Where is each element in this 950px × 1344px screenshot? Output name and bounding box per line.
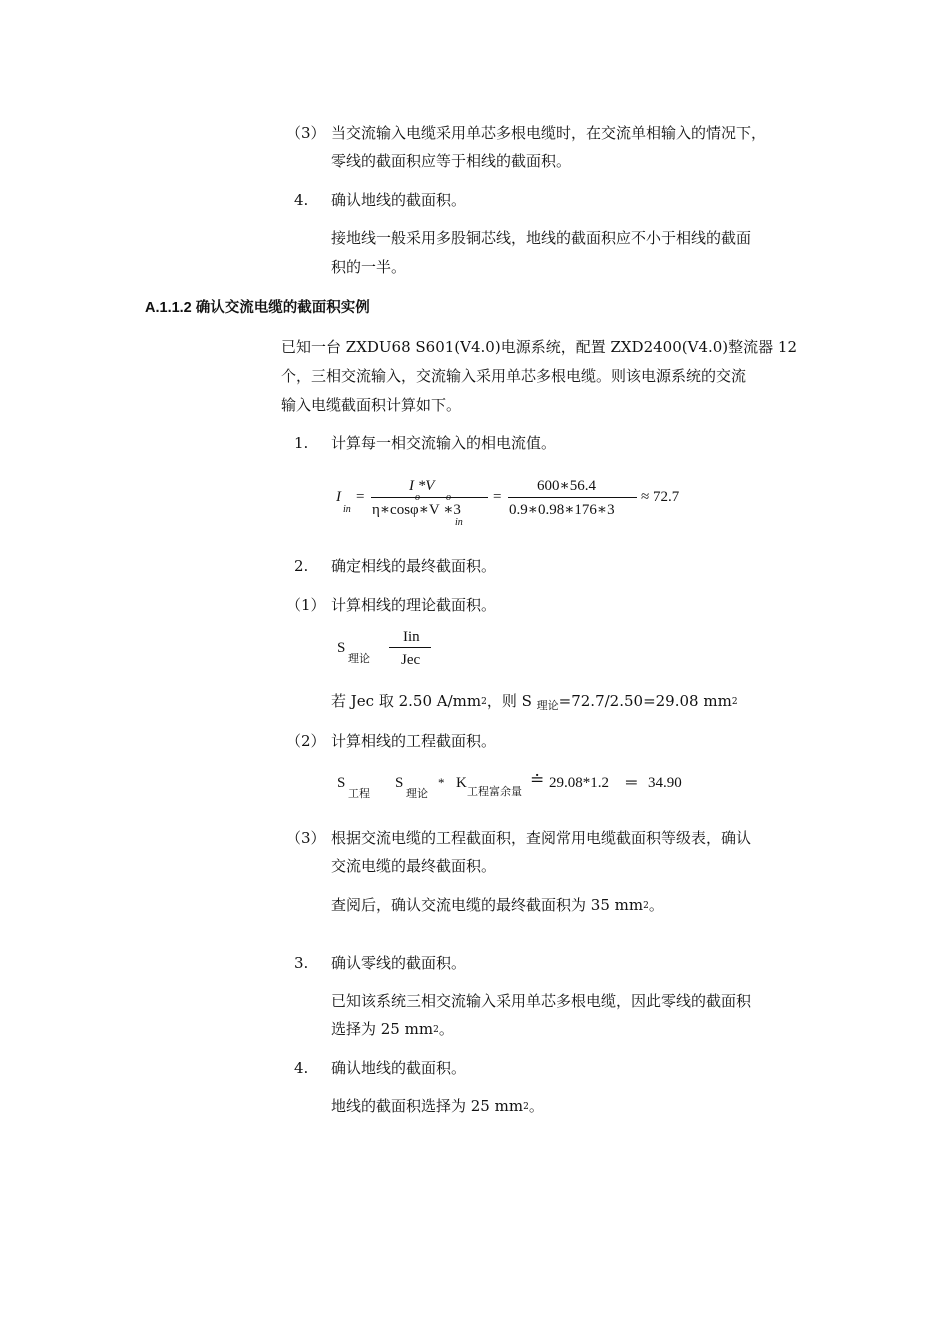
- formula-equals: =: [356, 489, 365, 505]
- formula-equals: ═: [626, 775, 637, 791]
- note-text: 。: [438, 1020, 454, 1038]
- paragraph-line: 根据交流电缆的工程截面积，查阅常用电缆截面积等级表，确认: [331, 829, 752, 847]
- paragraph-line: 输入电缆截面积计算如下。: [281, 396, 462, 414]
- fraction-bar: [389, 647, 431, 648]
- formula-result: 34.90: [648, 775, 682, 791]
- note-line: [331, 895, 664, 916]
- note-text: 。: [648, 896, 664, 914]
- item-number: 3.: [294, 954, 309, 972]
- paragraph-line: 零线的截面积应等于相线的截面积。: [331, 152, 572, 170]
- formula-subscript: 工程: [348, 788, 370, 800]
- section-heading: A.1.1.2 确认交流电缆的截面积实例: [145, 300, 370, 316]
- item-number: （1）: [286, 596, 326, 614]
- formula-symbol: S: [395, 775, 404, 791]
- paragraph-line: [331, 1019, 454, 1040]
- paragraph-line: [331, 1096, 544, 1117]
- note-text: 。: [528, 1097, 544, 1115]
- step-title: 计算相线的理论截面积。: [331, 596, 497, 614]
- note-text: =72.7/2.50=29.08 mm: [558, 692, 732, 710]
- formula-lhs-subscript: 理论: [348, 653, 370, 665]
- paragraph-line: 交流电缆的最终截面积。: [331, 857, 497, 875]
- formula-denominator: 0.9∗0.98∗176∗3: [509, 502, 615, 518]
- fraction-bar: [508, 497, 637, 498]
- paragraph-line: 个，三相交流输入，交流输入采用单芯多根电缆。则该电源系统的交流: [281, 367, 747, 385]
- formula-numerator: Iin: [403, 629, 420, 645]
- note-text: 若 Jec 取 2.50 A/mm: [331, 692, 482, 710]
- item-number: （3）: [286, 829, 326, 847]
- formula-subscript: 理论: [406, 788, 428, 800]
- formula-numerator: 600∗56.4: [537, 478, 596, 494]
- item-number: 1.: [294, 434, 309, 452]
- formula-calc: 29.08*1.2: [549, 775, 609, 791]
- superscript: 2: [643, 901, 649, 911]
- item-number: （2）: [286, 732, 326, 750]
- formula-symbol: K: [456, 775, 467, 791]
- step-title: 确认零线的截面积。: [331, 954, 467, 972]
- formula-approx-equals: ≐: [530, 770, 545, 789]
- superscript: 2: [731, 697, 738, 707]
- paragraph-line: 已知一台 ZXDU68 S601(V4.0)电源系统，配置 ZXD2400(V4.0)整流器 12: [281, 338, 798, 356]
- formula-symbol: S: [337, 775, 346, 791]
- formula-operator: *: [438, 775, 445, 790]
- formula-equals: =: [493, 489, 502, 505]
- formula-subscript: 工程富余量: [467, 786, 522, 798]
- formula-lhs: I: [336, 489, 341, 505]
- item-number: 2.: [294, 557, 309, 575]
- paragraph-line: 当交流输入电缆采用单芯多根电缆时，在交流单相输入的情况下，: [331, 124, 767, 142]
- superscript: 2: [433, 1025, 439, 1035]
- superscript: 2: [481, 697, 487, 707]
- step-title: 计算每一相交流输入的相电流值。: [331, 434, 557, 452]
- formula-lhs-subscript: in: [343, 504, 351, 515]
- note-text: 选择为 25 mm: [331, 1020, 434, 1038]
- note-text: 查阅后，确认交流电缆的最终截面积为 35 mm: [331, 896, 644, 914]
- paragraph-line: 接地线一般采用多股铜芯线，地线的截面积应不小于相线的截面: [331, 229, 752, 247]
- item-number: （3）: [286, 124, 326, 142]
- formula-denominator: η∗cosφ∗V ∗3: [372, 502, 461, 518]
- subscript: 理论: [536, 699, 559, 712]
- item-number: 4.: [294, 191, 309, 209]
- paragraph-line: 已知该系统三相交流输入采用单芯多根电缆，因此零线的截面积: [331, 992, 752, 1010]
- formula-lhs: S: [337, 640, 346, 656]
- note-line: [331, 691, 738, 716]
- formula-numerator: I *V: [409, 478, 435, 494]
- paragraph-line: 积的一半。: [331, 258, 407, 276]
- formula-result: ≈ 72.7: [641, 489, 680, 505]
- note-text: ，则 S: [486, 692, 537, 710]
- note-text: 地线的截面积选择为 25 mm: [331, 1097, 524, 1115]
- item-number: 4.: [294, 1059, 309, 1077]
- fraction-bar: [371, 497, 488, 498]
- step-title: 计算相线的工程截面积。: [331, 732, 497, 750]
- formula-subscript: in: [455, 517, 463, 528]
- superscript: 2: [523, 1102, 529, 1112]
- formula-denominator: Jec: [401, 652, 421, 668]
- step-title: 确认地线的截面积。: [331, 191, 467, 209]
- step-title: 确定相线的最终截面积。: [331, 557, 497, 575]
- step-title: 确认地线的截面积。: [331, 1059, 467, 1077]
